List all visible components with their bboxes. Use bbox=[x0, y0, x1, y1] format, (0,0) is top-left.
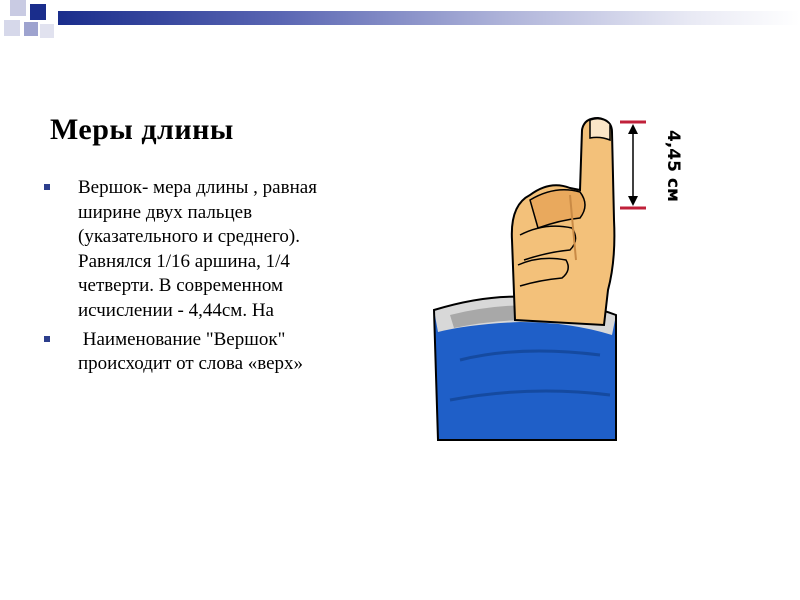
list-item bbox=[40, 176, 370, 324]
bullet-text: Вершок- мера длины , равная ширине двух пальцев (указательного и среднего). Равнялся 1/16 аршина, 1/4 четверти. В современном исчислении - 4,44см. На bbox=[78, 177, 317, 321]
square-bullet-icon bbox=[44, 184, 50, 190]
slide-title: Меры длины bbox=[50, 113, 234, 146]
bullet-list bbox=[40, 176, 370, 381]
hand-measure-illustration bbox=[420, 110, 690, 445]
bullet-text: Наименование "Вершок" происходит от слова «верх» bbox=[78, 328, 304, 375]
hand-icon bbox=[512, 118, 615, 325]
header-gradient-bar bbox=[58, 11, 800, 25]
square-bullet-icon bbox=[44, 336, 50, 342]
measure-label: 4,45 см bbox=[663, 130, 683, 202]
measurement-indicator bbox=[620, 122, 683, 208]
corner-decoration bbox=[0, 0, 70, 50]
list-item bbox=[40, 328, 370, 377]
